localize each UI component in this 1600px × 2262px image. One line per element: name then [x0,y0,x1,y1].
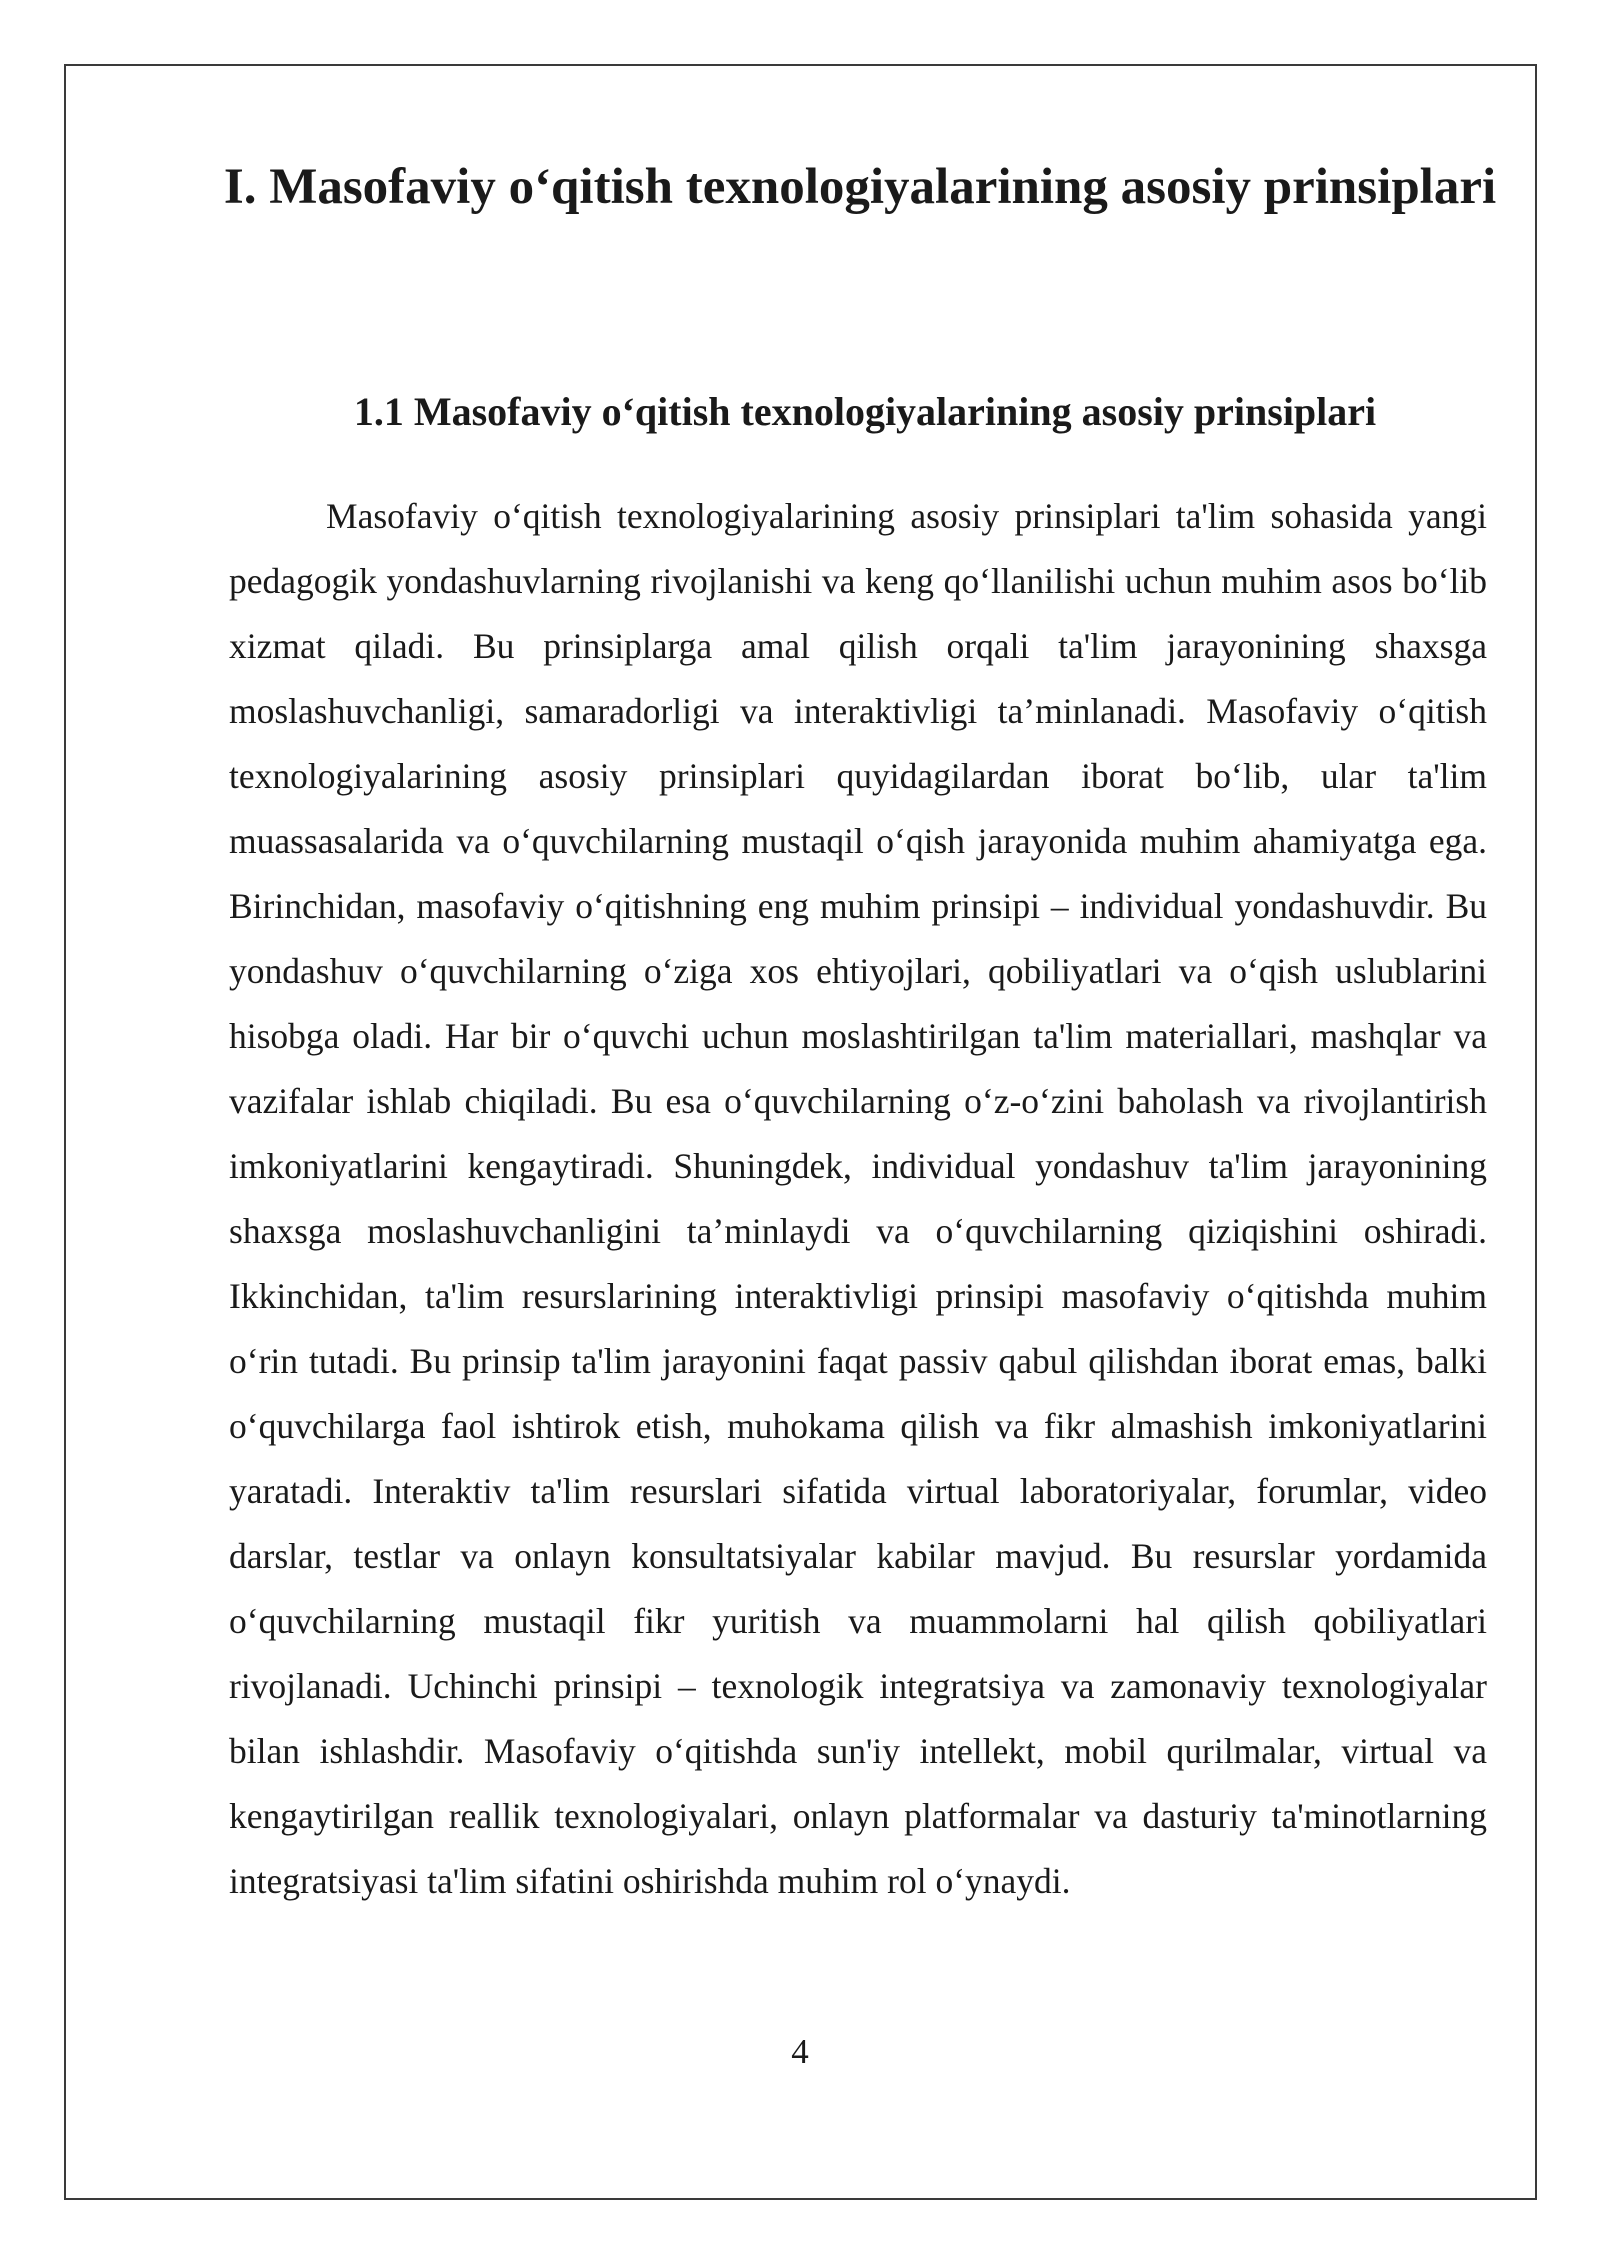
page-number: 4 [791,2032,809,2071]
body-paragraph: Masofaviy o‘qitish texnologiyalarining asosiy prinsiplari ta'lim sohasida yangi pedagogik yondashuvlarning rivojlanishi va keng qo‘llanilishi uchun muhim asos bo‘lib xizmat qiladi. Bu prinsiplarga amal qilish orqali ta'lim jarayonining shaxsga moslashuvchanligi, samaradorligi va interaktivligi ta’minlanadi. Masofaviy o‘qitish texnologiyalarining asosiy prinsiplari quyidagilardan iborat bo‘lib, ular ta'lim muassasalarida va o‘quvchilarning mustaqil o‘qish jarayonida muhim ahamiyatga ega. Birinchidan, masofaviy o‘qitishning eng muhim prinsipi – individual yondashuvdir. Bu yondashuv o‘quvchilarning o‘ziga xos ehtiyojlari, qobiliyatlari va o‘qish uslublarini hisobga oladi. Har bir o‘quvchi uchun moslashtirilgan ta'lim materiallari, mashqlar va vazifalar ishlab chiqiladi. Bu esa o‘quvchilarning o‘z-o‘zini baholash va rivojlantirish imkoniyatlarini kengaytiradi. Shuningdek, individual yondashuv ta'lim jarayonining shaxsga moslashuvchanligini ta’minlaydi va o‘quvchilarning qiziqishini oshiradi. Ikkinchidan, ta'lim resurslarining interaktivligi prinsipi masofaviy o‘qitishda muhim o‘rin tutadi. Bu prinsip ta'lim jarayonini faqat passiv qabul qilishdan iborat emas, balki o‘quvchilarga faol ishtirok etish, muhokama qilish va fikr almashish imkoniyatlarini yaratadi. Interaktiv ta'lim resurslari sifatida virtual laboratoriyalar, forumlar, video darslar, testlar va onlayn konsultatsiyalar kabilar mavjud. Bu resurslar yordamida o‘quvchilarning mustaqil fikr yuritish va muammolarni hal qilish qobiliyatlari rivojlanadi. Uchinchi prinsipi – texnologik integratsiya va zamonaviy texnologiyalar bilan ishlashdir. Masofaviy o‘qitishda sun'iy intellekt, mobil qurilmalar, virtual va kengaytirilgan reallik texnologiyalari, onlayn platformalar va dasturiy ta'minotlarning integratsiyasi ta'lim sifatini oshirishda muhim rol o‘ynaydi. [229,496,1487,1901]
chapter-title: I. Masofaviy o‘qitish texnologiyalarining asosiy prinsiplari [223,159,1497,215]
section-title: 1.1 Masofaviy o‘qitish texnologiyalarining asosiy prinsiplari [353,389,1377,434]
